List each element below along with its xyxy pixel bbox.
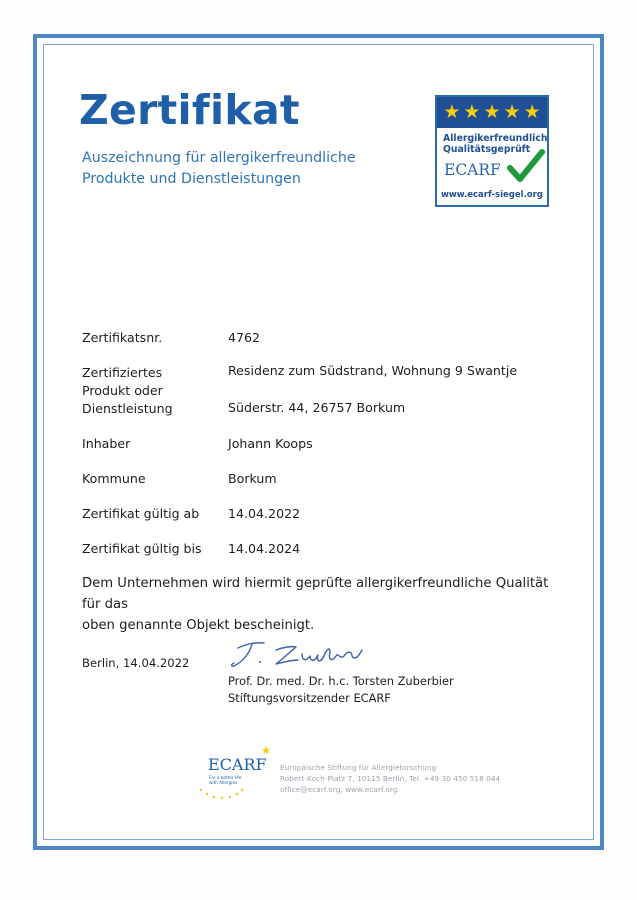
checkmark-icon <box>507 149 545 185</box>
tagline-line-2: with Allergies <box>209 780 238 785</box>
certification-statement <box>82 573 562 636</box>
star-icon: ★ <box>503 101 521 123</box>
certificate-subtitle <box>82 148 356 190</box>
seal-line-2: Qualitätsgeprüft <box>443 144 531 155</box>
signer-role: Stiftungsvorsitzender ECARF <box>228 691 391 705</box>
signer-block <box>228 673 454 707</box>
footer-org-address: Robert-Koch-Platz 7, 10115 Berlin, Tel. +49 30 450 518 044 <box>280 774 501 783</box>
signer-name: Prof. Dr. med. Dr. h.c. Torsten Zuberbier <box>228 674 454 688</box>
subtitle-line-1: Auszeichnung für allergikerfreundliche <box>82 150 356 166</box>
ecarf-quality-seal <box>435 95 549 207</box>
tagline-line-1: For a better life <box>209 775 242 780</box>
product-label-line-1: Zertifiziertes <box>82 365 163 380</box>
certificate-title: Zertifikat <box>79 86 300 134</box>
product-label-line-3: Dienstleistung <box>82 401 173 416</box>
seal-brand: ECARF <box>444 161 501 179</box>
footer-org-contact: office@ecarf.org, www.ecarf.org <box>280 785 398 794</box>
footer-tagline <box>209 775 249 785</box>
statement-line-2: oben genannte Objekt bescheinigt. <box>82 618 315 633</box>
footer-brand: ECARF <box>208 755 267 774</box>
owner-value: Johann Koops <box>228 436 313 451</box>
star-icon: ★ <box>483 101 501 123</box>
seal-star-banner <box>437 97 547 128</box>
footer-address <box>280 762 500 795</box>
valid-from-label: Zertifikat gültig ab <box>82 506 200 521</box>
cert-no-value: 4762 <box>228 330 261 345</box>
seal-line-1: Allergikerfreundlich <box>443 133 548 144</box>
product-value-line-1: Residenz zum Südstrand, Wohnung 9 Swantje <box>228 363 518 378</box>
cert-no-label: Zertifikatsnr. <box>82 330 163 345</box>
valid-until-value: 14.04.2024 <box>228 541 301 556</box>
place-date: Berlin, 14.04.2022 <box>82 656 190 670</box>
product-label-line-2: Produkt oder <box>82 383 163 398</box>
municipality-value: Borkum <box>228 471 277 486</box>
valid-until-label: Zertifikat gültig bis <box>82 541 202 556</box>
svg-text:★: ★ <box>261 744 271 757</box>
handwritten-signature <box>226 636 366 672</box>
star-icon: ★ <box>443 101 461 123</box>
owner-label: Inhaber <box>82 436 131 451</box>
footer-org-name: Europäische Stiftung für Allergieforschung <box>280 763 437 772</box>
seal-url: www.ecarf-siegel.org <box>441 190 543 200</box>
product-label <box>82 364 173 418</box>
product-value-line-2: Süderstr. 44, 26757 Borkum <box>228 400 406 415</box>
statement-line-1: Dem Unternehmen wird hiermit geprüfte allergikerfreundliche Qualität für das <box>82 576 549 612</box>
subtitle-line-2: Produkte und Dienstleistungen <box>82 171 301 187</box>
star-icon: ★ <box>523 101 541 123</box>
valid-from-value: 14.04.2022 <box>228 506 301 521</box>
municipality-label: Kommune <box>82 471 146 486</box>
ecarf-footer-logo <box>195 742 275 802</box>
star-icon: ★ <box>463 101 481 123</box>
